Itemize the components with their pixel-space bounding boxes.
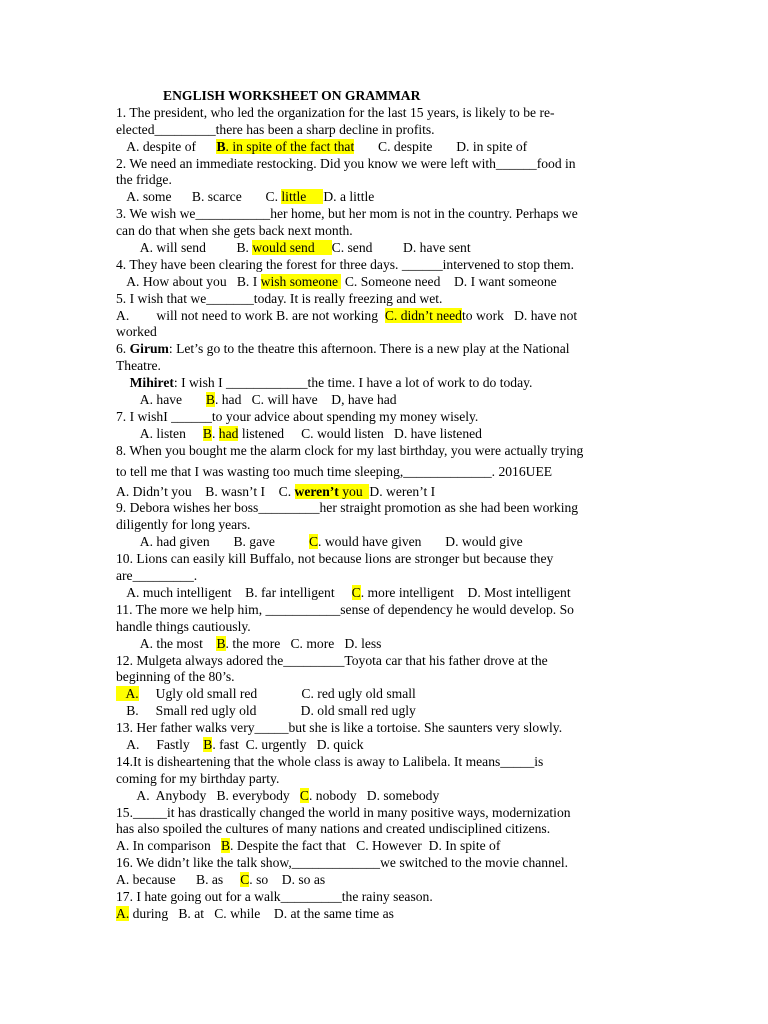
q10-option-c-text: . more intelligent xyxy=(360,584,454,600)
q5-option-a: A. will not need to work xyxy=(116,307,273,323)
question-12-text-cont: beginning of the 80’s. xyxy=(116,669,235,685)
q17-option-d: D. at the same time as xyxy=(273,905,394,921)
q5-option-d: D. have not xyxy=(514,307,578,323)
question-13-options xyxy=(116,737,656,754)
q5-option-d-cont: worked xyxy=(116,324,157,340)
q1-option-c: C. despite xyxy=(378,138,433,154)
q9-option-a: A. had given xyxy=(139,534,210,550)
q7-option-b-letter: B xyxy=(202,425,212,441)
q2-option-c-text: little xyxy=(281,189,307,205)
q17-option-c: C. while xyxy=(214,905,261,921)
question-10-options xyxy=(116,585,656,602)
q15-option-b-text: . Despite the fact that xyxy=(230,838,346,854)
question-1-text: 1. The president, who led the organization for the last 15 years, is likely to be re- xyxy=(116,104,555,120)
q12-option-c: C. red ugly old small xyxy=(301,686,416,702)
q7-option-d: D. have listened xyxy=(394,425,482,441)
q11-option-d: D. less xyxy=(344,635,382,651)
q3-option-a: A. will send xyxy=(139,240,206,256)
question-12-options-row2 xyxy=(116,703,656,720)
question-17-text: 17. I hate going out for a walk_________the rainy season. xyxy=(116,888,433,904)
question-7-text: 7. I wishI ______to your advice about spending my money wisely. xyxy=(116,408,479,424)
q17-answer-highlight xyxy=(116,906,129,921)
q15-answer-highlight xyxy=(221,838,230,853)
q13-option-d: D. quick xyxy=(316,736,364,752)
q11-answer-highlight xyxy=(216,636,225,651)
q7-answer-highlight xyxy=(219,426,239,441)
question-12-text: 12. Mulgeta always adored the_________Toyota car that his father drove at the xyxy=(116,652,548,668)
q9-answer-highlight xyxy=(309,534,318,549)
q3-option-b-prefix: B. xyxy=(236,240,249,256)
q5-answer-highlight xyxy=(385,308,462,323)
question-9-text-cont: diligently for long years. xyxy=(116,517,251,533)
q1-option-b-letter: B xyxy=(216,138,226,154)
question-17-options xyxy=(116,906,656,923)
question-6-text-cont: Theatre. xyxy=(116,358,161,374)
q8-option-b: B. wasn’t I xyxy=(205,483,266,499)
q4-option-b-text: wish someone xyxy=(260,273,339,289)
q3-option-c: C. send xyxy=(331,240,373,256)
q6-option-b-letter: B xyxy=(205,392,215,408)
q9-option-c-text: . would have given xyxy=(318,534,422,550)
question-14-options xyxy=(116,788,656,805)
question-2-text: 2. We need an immediate restocking. Did you know we were left with______food in xyxy=(116,155,576,171)
q6-answer-highlight xyxy=(206,392,215,407)
q6-option-d: D, have had xyxy=(331,392,397,408)
question-5-text: 5. I wish that we_______today. It is really freezing and wet. xyxy=(116,290,443,306)
q4-option-b-prefix: B. I xyxy=(236,273,258,289)
question-1-options xyxy=(116,139,656,156)
question-5-options xyxy=(116,308,656,325)
question-10-text: 10. Lions can easily kill Buffalo, not because lions are stronger but because they xyxy=(116,551,554,567)
q12-option-a-letter: A. xyxy=(116,686,139,702)
question-16-options xyxy=(116,872,656,889)
q12-option-b-letter: B. xyxy=(126,703,139,719)
worksheet-document xyxy=(116,88,656,923)
q14-option-c-letter: C xyxy=(299,787,309,803)
question-12-options-row1 xyxy=(116,686,656,703)
q13-option-c: C. urgently xyxy=(245,736,307,752)
question-6-text xyxy=(116,341,656,358)
q8-option-d: D. weren’t I xyxy=(369,483,436,499)
question-10-text-cont: are_________. xyxy=(116,568,198,584)
q11-option-b-text: . the more xyxy=(225,635,281,651)
q16-option-c-text: . so xyxy=(249,872,269,888)
q8-option-c-bold: weren’t xyxy=(294,483,339,499)
q10-answer-highlight xyxy=(352,585,361,600)
question-15-text: 15._____it has drastically changed the world in many positive ways, modernization xyxy=(116,804,571,820)
q3-answer-highlight xyxy=(252,240,331,255)
q6-option-b-text: . had xyxy=(214,392,242,408)
q6-speaker-girum: Girum xyxy=(129,341,169,357)
q12-option-d: D. old small red ugly xyxy=(300,703,416,719)
q10-option-c-letter: C xyxy=(351,584,361,600)
q13-option-a: A. Fastly xyxy=(126,736,190,752)
q8-option-c-prefix: C. xyxy=(278,483,292,499)
q11-option-b-letter: B xyxy=(216,635,226,651)
q8-option-c-text: you xyxy=(342,483,363,499)
q16-option-d: D. so as xyxy=(281,872,326,888)
q7-answer-letter-highlight xyxy=(203,426,212,441)
q14-option-c-text: . nobody xyxy=(309,787,357,803)
q14-option-d: D. somebody xyxy=(366,787,440,803)
q2-option-a: A. some xyxy=(126,189,172,205)
q17-option-b: B. at xyxy=(178,905,205,921)
question-8-options xyxy=(116,484,656,501)
question-14-text-cont: coming for my birthday party. xyxy=(116,770,280,786)
question-2-options xyxy=(116,189,656,206)
question-4-options xyxy=(116,274,656,291)
q6-number: 6. xyxy=(116,341,127,357)
q8-answer-highlight xyxy=(295,484,370,499)
question-15-text-cont: has also spoiled the cultures of many nations and created undisciplined citizens. xyxy=(116,821,551,837)
q4-option-a: A. How about you xyxy=(126,273,227,289)
question-4-text: 4. They have been clearing the forest for three days. ______intervened to stop them. xyxy=(116,256,575,272)
question-13-text: 13. Her father walks very_____but she is like a tortoise. She saunters very slowly. xyxy=(116,720,563,736)
q9-option-b: B. gave xyxy=(233,534,275,550)
q2-option-d: D. a little xyxy=(323,189,375,205)
question-11-options xyxy=(116,636,656,653)
question-1-text-cont: elected_________there has been a sharp decline in profits. xyxy=(116,121,435,137)
q15-option-a: A. In comparison xyxy=(116,838,211,854)
q7-option-c: C. would listen xyxy=(301,425,384,441)
question-9-options xyxy=(116,534,656,551)
q6-speaker-mihiret: Mihiret xyxy=(129,375,174,391)
question-3-text: 3. We wish we___________her home, but her mom is not in the country. Perhaps we xyxy=(116,206,578,222)
q15-option-d: D. In spite of xyxy=(428,838,501,854)
q4-option-c: C. Someone need xyxy=(344,273,441,289)
question-3-options xyxy=(116,240,656,257)
q5-option-b: B. are not working xyxy=(276,307,379,323)
q4-answer-highlight xyxy=(261,274,342,289)
q7-option-b-suffix: listened xyxy=(241,425,285,441)
q4-option-d: D. I want someone xyxy=(453,273,557,289)
q13-option-b-text: . fast xyxy=(212,736,239,752)
question-3-text-cont: can do that when she gets back next month. xyxy=(116,223,353,239)
q2-option-b: B. scarce xyxy=(191,189,242,205)
q16-option-c-letter: C xyxy=(240,872,250,888)
q11-option-a: A. the most xyxy=(139,635,203,651)
q9-option-c-letter: C xyxy=(308,534,319,550)
question-7-options xyxy=(116,426,656,443)
q6-option-a: A. have xyxy=(139,392,183,408)
q10-option-d: D. Most intelligent xyxy=(467,584,571,600)
q13-option-b-letter: B xyxy=(203,736,213,752)
question-11-text-cont: handle things cautiously. xyxy=(116,618,251,634)
q6-option-c: C. will have xyxy=(251,392,318,408)
question-15-options xyxy=(116,838,656,855)
q15-option-b-letter: B xyxy=(220,838,231,854)
q3-option-d: D. have sent xyxy=(403,240,471,256)
q9-option-d: D. would give xyxy=(445,534,523,550)
q1-option-a: A. despite of xyxy=(126,138,197,154)
question-16-text: 16. We didn’t like the talk show,_____________we switched to the movie channel. xyxy=(116,855,569,871)
question-8-text-cont: to tell me that I was wasting too much time sleeping,_____________. 2016UEE xyxy=(116,463,553,479)
q12-option-a-text: Ugly old small red xyxy=(155,686,258,702)
q13-answer-highlight xyxy=(203,737,212,752)
q2-option-c-prefix: C. xyxy=(265,189,278,205)
q7-option-b-dot: . xyxy=(211,425,216,441)
question-6-options xyxy=(116,392,656,409)
q6-line1-rest: : Let’s go to the theatre this afternoon. There is a new play at the National xyxy=(168,341,570,357)
q5-option-c-suffix: to work xyxy=(461,307,504,323)
question-11-text: 11. The more we help him, ___________sense of dependency he would develop. So xyxy=(116,601,574,617)
q2-answer-highlight xyxy=(281,189,323,204)
q7-option-b-text: had xyxy=(218,425,239,441)
q17-option-a-letter: A. xyxy=(116,905,130,921)
q16-option-a: A. because xyxy=(116,872,176,888)
q11-option-c: C. more xyxy=(290,635,335,651)
q3-option-b-text: would send xyxy=(252,240,315,256)
question-8-text: 8. When you bought me the alarm clock for my last birthday, you were actually trying xyxy=(116,442,584,458)
q1-option-d: D. in spite of xyxy=(456,138,528,154)
q16-answer-highlight xyxy=(240,872,249,887)
q16-option-b: B. as xyxy=(196,872,224,888)
q12-option-b-text: Small red ugly old xyxy=(155,703,257,719)
q10-option-b: B. far intelligent xyxy=(245,584,335,600)
worksheet-title: ENGLISH WORKSHEET ON GRAMMAR xyxy=(163,88,421,103)
q8-option-a: A. Didn’t you xyxy=(116,483,192,499)
q10-option-a: A. much intelligent xyxy=(126,584,232,600)
q6-line3-rest: : I wish I ____________the time. I have a lot of work to do today. xyxy=(173,375,533,391)
q7-option-a: A. listen xyxy=(139,425,186,441)
question-6-text-mihiret xyxy=(116,375,656,392)
q14-option-b: B. everybody xyxy=(216,787,290,803)
q1-answer-highlight xyxy=(216,139,354,154)
question-2-text-cont: the fridge. xyxy=(116,172,172,188)
question-14-text: 14.It is disheartening that the whole class is away to Lalibela. It means_____is xyxy=(116,753,544,769)
q14-option-a: A. Anybody xyxy=(136,787,207,803)
q5-option-c-text: C. didn’t need xyxy=(384,307,462,323)
q17-option-a-text: during xyxy=(132,905,169,921)
question-9-text: 9. Debora wishes her boss_________her straight promotion as she had been working xyxy=(116,500,579,516)
q14-answer-highlight xyxy=(300,788,309,803)
q15-option-c: C. However xyxy=(356,838,422,854)
q1-option-b-text: . in spite of the fact that xyxy=(225,138,355,154)
